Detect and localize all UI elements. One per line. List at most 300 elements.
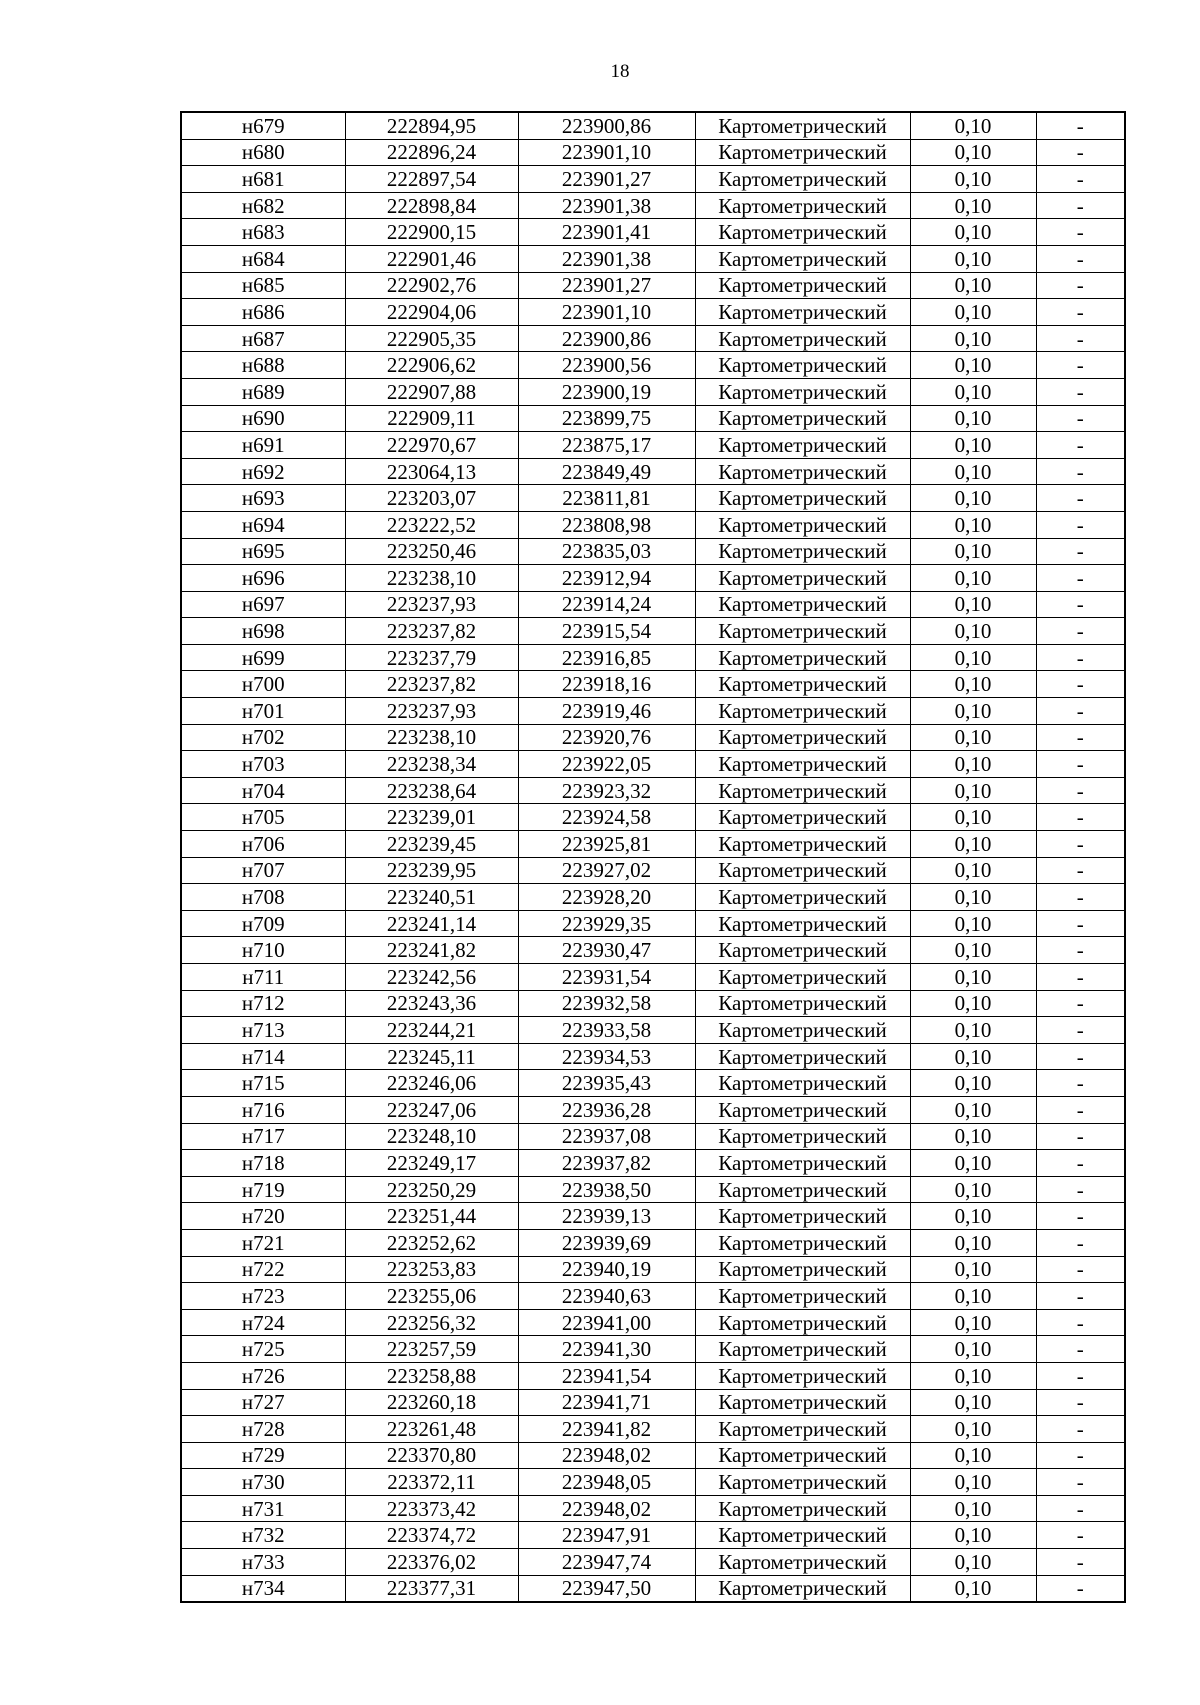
table-row: [181, 937, 1125, 964]
point-name-cell: н729: [181, 1442, 345, 1469]
note-cell: -: [1036, 1096, 1125, 1123]
x-coordinate-cell: 222901,46: [345, 245, 518, 272]
y-coordinate-cell: 223928,20: [518, 884, 695, 911]
method-cell: Картометрический: [695, 325, 910, 352]
method-cell: Картометрический: [695, 405, 910, 432]
method-cell: Картометрический: [695, 857, 910, 884]
x-coordinate-cell: 222905,35: [345, 325, 518, 352]
table-row: [181, 378, 1125, 405]
method-cell: Картометрический: [695, 352, 910, 379]
accuracy-cell: 0,10: [910, 1017, 1036, 1044]
point-name-cell: н701: [181, 698, 345, 725]
note-cell: -: [1036, 565, 1125, 592]
x-coordinate-cell: 223064,13: [345, 458, 518, 485]
note-cell: -: [1036, 1389, 1125, 1416]
y-coordinate-cell: 223941,82: [518, 1416, 695, 1443]
point-name-cell: н705: [181, 804, 345, 831]
point-name-cell: н685: [181, 272, 345, 299]
method-cell: Картометрический: [695, 538, 910, 565]
y-coordinate-cell: 223947,50: [518, 1575, 695, 1602]
accuracy-cell: 0,10: [910, 565, 1036, 592]
point-name-cell: н684: [181, 245, 345, 272]
accuracy-cell: 0,10: [910, 591, 1036, 618]
x-coordinate-cell: 222896,24: [345, 139, 518, 166]
y-coordinate-cell: 223939,69: [518, 1229, 695, 1256]
x-coordinate-cell: 223374,72: [345, 1522, 518, 1549]
y-coordinate-cell: 223948,02: [518, 1495, 695, 1522]
note-cell: -: [1036, 1229, 1125, 1256]
point-name-cell: н697: [181, 591, 345, 618]
method-cell: Картометрический: [695, 1336, 910, 1363]
point-name-cell: н718: [181, 1150, 345, 1177]
method-cell: Картометрический: [695, 910, 910, 937]
x-coordinate-cell: 222907,88: [345, 378, 518, 405]
method-cell: Картометрический: [695, 591, 910, 618]
y-coordinate-cell: 223899,75: [518, 405, 695, 432]
y-coordinate-cell: 223938,50: [518, 1176, 695, 1203]
point-name-cell: н724: [181, 1309, 345, 1336]
method-cell: Картометрический: [695, 272, 910, 299]
page-number: 18: [610, 61, 630, 82]
table-row: [181, 831, 1125, 858]
y-coordinate-cell: 223925,81: [518, 831, 695, 858]
note-cell: -: [1036, 325, 1125, 352]
table-row: [181, 1256, 1125, 1283]
point-name-cell: н717: [181, 1123, 345, 1150]
note-cell: -: [1036, 192, 1125, 219]
point-name-cell: н714: [181, 1043, 345, 1070]
table-row: [181, 990, 1125, 1017]
y-coordinate-cell: 223808,98: [518, 511, 695, 538]
x-coordinate-cell: 223243,36: [345, 990, 518, 1017]
point-name-cell: н727: [181, 1389, 345, 1416]
point-name-cell: н679: [181, 112, 345, 139]
y-coordinate-cell: 223900,86: [518, 112, 695, 139]
y-coordinate-cell: 223940,19: [518, 1256, 695, 1283]
note-cell: -: [1036, 910, 1125, 937]
note-cell: -: [1036, 1070, 1125, 1097]
point-name-cell: н686: [181, 299, 345, 326]
y-coordinate-cell: 223933,58: [518, 1017, 695, 1044]
accuracy-cell: 0,10: [910, 724, 1036, 751]
note-cell: -: [1036, 352, 1125, 379]
table-row: [181, 1416, 1125, 1443]
y-coordinate-cell: 223932,58: [518, 990, 695, 1017]
accuracy-cell: 0,10: [910, 1283, 1036, 1310]
table-row: [181, 1362, 1125, 1389]
accuracy-cell: 0,10: [910, 192, 1036, 219]
accuracy-cell: 0,10: [910, 485, 1036, 512]
method-cell: Картометрический: [695, 299, 910, 326]
table-row: [181, 1336, 1125, 1363]
accuracy-cell: 0,10: [910, 1336, 1036, 1363]
point-name-cell: н689: [181, 378, 345, 405]
y-coordinate-cell: 223918,16: [518, 671, 695, 698]
accuracy-cell: 0,10: [910, 644, 1036, 671]
point-name-cell: н721: [181, 1229, 345, 1256]
method-cell: Картометрический: [695, 112, 910, 139]
accuracy-cell: 0,10: [910, 352, 1036, 379]
y-coordinate-cell: 223941,71: [518, 1389, 695, 1416]
x-coordinate-cell: 223237,82: [345, 618, 518, 645]
point-name-cell: н728: [181, 1416, 345, 1443]
method-cell: Картометрический: [695, 1283, 910, 1310]
x-coordinate-cell: 223238,64: [345, 777, 518, 804]
note-cell: -: [1036, 1549, 1125, 1576]
y-coordinate-cell: 223922,05: [518, 751, 695, 778]
table-row: [181, 698, 1125, 725]
y-coordinate-cell: 223924,58: [518, 804, 695, 831]
table-row: [181, 1176, 1125, 1203]
note-cell: -: [1036, 299, 1125, 326]
table-row: [181, 112, 1125, 139]
note-cell: -: [1036, 1336, 1125, 1363]
note-cell: -: [1036, 1442, 1125, 1469]
x-coordinate-cell: 223238,10: [345, 724, 518, 751]
note-cell: -: [1036, 1043, 1125, 1070]
table-row: [181, 352, 1125, 379]
method-cell: Картометрический: [695, 485, 910, 512]
accuracy-cell: 0,10: [910, 458, 1036, 485]
method-cell: Картометрический: [695, 644, 910, 671]
method-cell: Картометрический: [695, 1522, 910, 1549]
note-cell: -: [1036, 698, 1125, 725]
method-cell: Картометрический: [695, 831, 910, 858]
x-coordinate-cell: 223242,56: [345, 964, 518, 991]
point-name-cell: н734: [181, 1575, 345, 1602]
table-row: [181, 1549, 1125, 1576]
point-name-cell: н691: [181, 432, 345, 459]
x-coordinate-cell: 223376,02: [345, 1549, 518, 1576]
accuracy-cell: 0,10: [910, 937, 1036, 964]
table-row: [181, 1469, 1125, 1496]
y-coordinate-cell: 223940,63: [518, 1283, 695, 1310]
table-row: [181, 511, 1125, 538]
y-coordinate-cell: 223900,19: [518, 378, 695, 405]
accuracy-cell: 0,10: [910, 1150, 1036, 1177]
method-cell: Картометрический: [695, 1442, 910, 1469]
y-coordinate-cell: 223875,17: [518, 432, 695, 459]
method-cell: Картометрический: [695, 1256, 910, 1283]
method-cell: Картометрический: [695, 139, 910, 166]
table-row: [181, 325, 1125, 352]
method-cell: Картометрический: [695, 804, 910, 831]
note-cell: -: [1036, 166, 1125, 193]
method-cell: Картометрический: [695, 964, 910, 991]
table-row: [181, 1096, 1125, 1123]
table-row: [181, 1123, 1125, 1150]
table-row: [181, 1575, 1125, 1602]
accuracy-cell: 0,10: [910, 378, 1036, 405]
x-coordinate-cell: 222898,84: [345, 192, 518, 219]
method-cell: Картометрический: [695, 458, 910, 485]
note-cell: -: [1036, 245, 1125, 272]
table-row: [181, 1229, 1125, 1256]
note-cell: -: [1036, 272, 1125, 299]
x-coordinate-cell: 223373,42: [345, 1495, 518, 1522]
method-cell: Картометрический: [695, 1309, 910, 1336]
table-row: [181, 591, 1125, 618]
y-coordinate-cell: 223936,28: [518, 1096, 695, 1123]
x-coordinate-cell: 223237,82: [345, 671, 518, 698]
table-row: [181, 565, 1125, 592]
table-row: [181, 1495, 1125, 1522]
y-coordinate-cell: 223901,27: [518, 166, 695, 193]
note-cell: -: [1036, 857, 1125, 884]
y-coordinate-cell: 223835,03: [518, 538, 695, 565]
x-coordinate-cell: 222902,76: [345, 272, 518, 299]
point-name-cell: н700: [181, 671, 345, 698]
table-row: [181, 1150, 1125, 1177]
y-coordinate-cell: 223901,10: [518, 299, 695, 326]
table-row: [181, 1017, 1125, 1044]
accuracy-cell: 0,10: [910, 1416, 1036, 1443]
y-coordinate-cell: 223939,13: [518, 1203, 695, 1230]
note-cell: -: [1036, 432, 1125, 459]
note-cell: -: [1036, 485, 1125, 512]
x-coordinate-cell: 223249,17: [345, 1150, 518, 1177]
method-cell: Картометрический: [695, 1549, 910, 1576]
table-row: [181, 1389, 1125, 1416]
note-cell: -: [1036, 831, 1125, 858]
method-cell: Картометрический: [695, 245, 910, 272]
x-coordinate-cell: 222897,54: [345, 166, 518, 193]
point-name-cell: н683: [181, 219, 345, 246]
note-cell: -: [1036, 1575, 1125, 1602]
y-coordinate-cell: 223900,56: [518, 352, 695, 379]
accuracy-cell: 0,10: [910, 1469, 1036, 1496]
point-name-cell: н711: [181, 964, 345, 991]
point-name-cell: н719: [181, 1176, 345, 1203]
point-name-cell: н699: [181, 644, 345, 671]
x-coordinate-cell: 223372,11: [345, 1469, 518, 1496]
method-cell: Картометрический: [695, 511, 910, 538]
y-coordinate-cell: 223948,02: [518, 1442, 695, 1469]
note-cell: -: [1036, 1176, 1125, 1203]
accuracy-cell: 0,10: [910, 166, 1036, 193]
x-coordinate-cell: 223241,82: [345, 937, 518, 964]
method-cell: Картометрический: [695, 432, 910, 459]
x-coordinate-cell: 223237,93: [345, 591, 518, 618]
x-coordinate-cell: 223250,46: [345, 538, 518, 565]
note-cell: -: [1036, 1203, 1125, 1230]
method-cell: Картометрический: [695, 724, 910, 751]
accuracy-cell: 0,10: [910, 325, 1036, 352]
note-cell: -: [1036, 1495, 1125, 1522]
x-coordinate-cell: 223238,34: [345, 751, 518, 778]
method-cell: Картометрический: [695, 1389, 910, 1416]
note-cell: -: [1036, 112, 1125, 139]
accuracy-cell: 0,10: [910, 139, 1036, 166]
note-cell: -: [1036, 1256, 1125, 1283]
y-coordinate-cell: 223947,91: [518, 1522, 695, 1549]
table-row: [181, 1203, 1125, 1230]
accuracy-cell: 0,10: [910, 1203, 1036, 1230]
x-coordinate-cell: 222906,62: [345, 352, 518, 379]
point-name-cell: н702: [181, 724, 345, 751]
accuracy-cell: 0,10: [910, 1575, 1036, 1602]
x-coordinate-cell: 223240,51: [345, 884, 518, 911]
point-name-cell: н682: [181, 192, 345, 219]
note-cell: -: [1036, 378, 1125, 405]
y-coordinate-cell: 223901,38: [518, 192, 695, 219]
method-cell: Картометрический: [695, 1469, 910, 1496]
x-coordinate-cell: 223222,52: [345, 511, 518, 538]
note-cell: -: [1036, 1309, 1125, 1336]
table-row: [181, 751, 1125, 778]
point-name-cell: н690: [181, 405, 345, 432]
accuracy-cell: 0,10: [910, 1123, 1036, 1150]
y-coordinate-cell: 223920,76: [518, 724, 695, 751]
x-coordinate-cell: 223258,88: [345, 1362, 518, 1389]
accuracy-cell: 0,10: [910, 804, 1036, 831]
method-cell: Картометрический: [695, 1416, 910, 1443]
method-cell: Картометрический: [695, 219, 910, 246]
point-name-cell: н695: [181, 538, 345, 565]
x-coordinate-cell: 223246,06: [345, 1070, 518, 1097]
accuracy-cell: 0,10: [910, 511, 1036, 538]
accuracy-cell: 0,10: [910, 884, 1036, 911]
note-cell: -: [1036, 538, 1125, 565]
x-coordinate-cell: 223244,21: [345, 1017, 518, 1044]
note-cell: -: [1036, 937, 1125, 964]
method-cell: Картометрический: [695, 1070, 910, 1097]
y-coordinate-cell: 223937,82: [518, 1150, 695, 1177]
method-cell: Картометрический: [695, 671, 910, 698]
y-coordinate-cell: 223901,27: [518, 272, 695, 299]
method-cell: Картометрический: [695, 1123, 910, 1150]
y-coordinate-cell: 223916,85: [518, 644, 695, 671]
x-coordinate-cell: 222970,67: [345, 432, 518, 459]
accuracy-cell: 0,10: [910, 831, 1036, 858]
note-cell: -: [1036, 990, 1125, 1017]
x-coordinate-cell: 223238,10: [345, 565, 518, 592]
method-cell: Картометрический: [695, 751, 910, 778]
accuracy-cell: 0,10: [910, 1070, 1036, 1097]
method-cell: Картометрический: [695, 1362, 910, 1389]
y-coordinate-cell: 223941,54: [518, 1362, 695, 1389]
y-coordinate-cell: 223934,53: [518, 1043, 695, 1070]
method-cell: Картометрический: [695, 565, 910, 592]
note-cell: -: [1036, 1362, 1125, 1389]
y-coordinate-cell: 223927,02: [518, 857, 695, 884]
point-name-cell: н725: [181, 1336, 345, 1363]
accuracy-cell: 0,10: [910, 272, 1036, 299]
point-name-cell: н713: [181, 1017, 345, 1044]
point-name-cell: н687: [181, 325, 345, 352]
point-name-cell: н722: [181, 1256, 345, 1283]
x-coordinate-cell: 223255,06: [345, 1283, 518, 1310]
accuracy-cell: 0,10: [910, 1495, 1036, 1522]
x-coordinate-cell: 223239,01: [345, 804, 518, 831]
note-cell: -: [1036, 405, 1125, 432]
point-name-cell: н723: [181, 1283, 345, 1310]
method-cell: Картометрический: [695, 192, 910, 219]
table-row: [181, 618, 1125, 645]
table-row: [181, 245, 1125, 272]
note-cell: -: [1036, 671, 1125, 698]
point-name-cell: н698: [181, 618, 345, 645]
point-name-cell: н681: [181, 166, 345, 193]
table-row: [181, 219, 1125, 246]
y-coordinate-cell: 223915,54: [518, 618, 695, 645]
y-coordinate-cell: 223948,05: [518, 1469, 695, 1496]
method-cell: Картометрический: [695, 1043, 910, 1070]
accuracy-cell: 0,10: [910, 1256, 1036, 1283]
table-row: [181, 458, 1125, 485]
table-row: [181, 405, 1125, 432]
method-cell: Картометрический: [695, 1017, 910, 1044]
x-coordinate-cell: 223203,07: [345, 485, 518, 512]
note-cell: -: [1036, 1283, 1125, 1310]
point-name-cell: н730: [181, 1469, 345, 1496]
accuracy-cell: 0,10: [910, 1229, 1036, 1256]
x-coordinate-cell: 223241,14: [345, 910, 518, 937]
point-name-cell: н731: [181, 1495, 345, 1522]
method-cell: Картометрический: [695, 1203, 910, 1230]
note-cell: -: [1036, 219, 1125, 246]
note-cell: -: [1036, 139, 1125, 166]
y-coordinate-cell: 223811,81: [518, 485, 695, 512]
x-coordinate-cell: 223256,32: [345, 1309, 518, 1336]
y-coordinate-cell: 223931,54: [518, 964, 695, 991]
accuracy-cell: 0,10: [910, 990, 1036, 1017]
point-name-cell: н680: [181, 139, 345, 166]
note-cell: -: [1036, 884, 1125, 911]
note-cell: -: [1036, 751, 1125, 778]
point-name-cell: н709: [181, 910, 345, 937]
coordinates-table-body: [181, 112, 1125, 1602]
x-coordinate-cell: 223237,93: [345, 698, 518, 725]
point-name-cell: н716: [181, 1096, 345, 1123]
accuracy-cell: 0,10: [910, 432, 1036, 459]
note-cell: -: [1036, 964, 1125, 991]
method-cell: Картометрический: [695, 937, 910, 964]
y-coordinate-cell: 223937,08: [518, 1123, 695, 1150]
accuracy-cell: 0,10: [910, 964, 1036, 991]
note-cell: -: [1036, 1017, 1125, 1044]
x-coordinate-cell: 223253,83: [345, 1256, 518, 1283]
y-coordinate-cell: 223901,10: [518, 139, 695, 166]
table-row: [181, 910, 1125, 937]
table-row: [181, 857, 1125, 884]
x-coordinate-cell: 223237,79: [345, 644, 518, 671]
accuracy-cell: 0,10: [910, 1309, 1036, 1336]
x-coordinate-cell: 223370,80: [345, 1442, 518, 1469]
point-name-cell: н703: [181, 751, 345, 778]
accuracy-cell: 0,10: [910, 1096, 1036, 1123]
note-cell: -: [1036, 1123, 1125, 1150]
table-row: [181, 485, 1125, 512]
note-cell: -: [1036, 777, 1125, 804]
note-cell: -: [1036, 591, 1125, 618]
table-row: [181, 884, 1125, 911]
point-name-cell: н715: [181, 1070, 345, 1097]
accuracy-cell: 0,10: [910, 671, 1036, 698]
x-coordinate-cell: 223261,48: [345, 1416, 518, 1443]
y-coordinate-cell: 223930,47: [518, 937, 695, 964]
y-coordinate-cell: 223935,43: [518, 1070, 695, 1097]
x-coordinate-cell: 223377,31: [345, 1575, 518, 1602]
method-cell: Картометрический: [695, 378, 910, 405]
point-name-cell: н692: [181, 458, 345, 485]
accuracy-cell: 0,10: [910, 1362, 1036, 1389]
y-coordinate-cell: 223901,41: [518, 219, 695, 246]
accuracy-cell: 0,10: [910, 698, 1036, 725]
y-coordinate-cell: 223941,30: [518, 1336, 695, 1363]
x-coordinate-cell: 223250,29: [345, 1176, 518, 1203]
table-row: [181, 1070, 1125, 1097]
